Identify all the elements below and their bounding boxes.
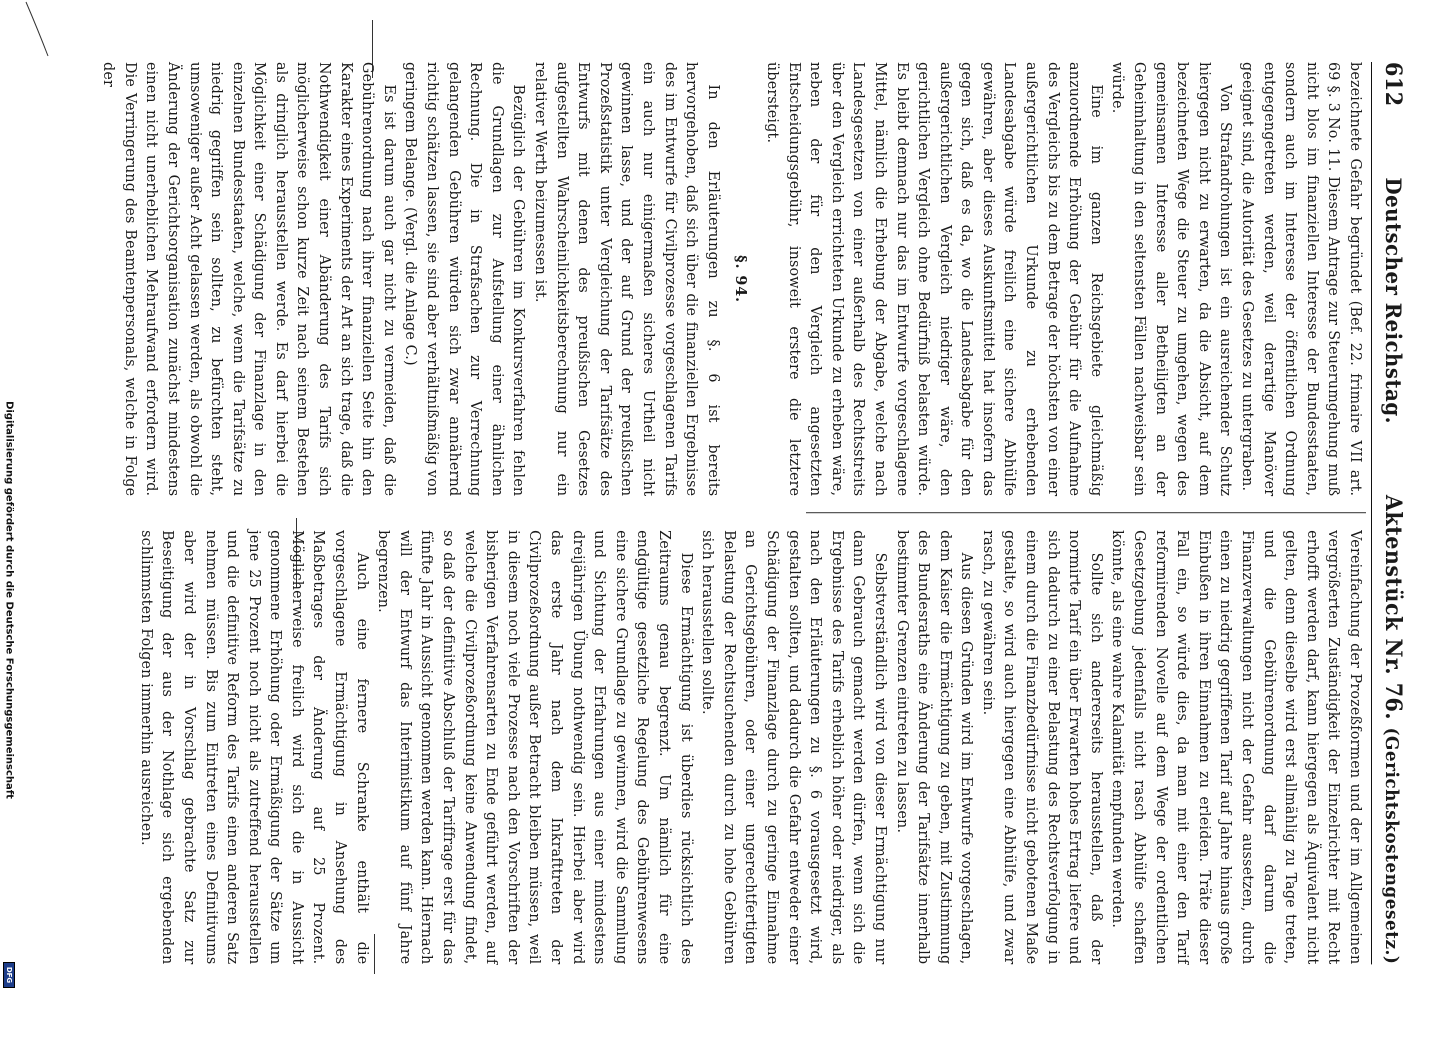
paragraph: Diese Ermächtigung ist überdies rücksichtlich des Zeitraums genau begrenzt. Um nämlich für eine endgültige gesetzliche Regelung des Gebührenwesens eine sichere Grundlage zu gewinnen, wird die Sammlung und Sichtung der Erfahrungen aus einer mindestens dreijährigen Übung nothwendig sein. Hierbei aber wird das erste Jahr nach dem Inkrafttreten der Civilprozeßordnung außer Betracht bleiben müssen, weil in diesem noch viele Prozesse nach den Vorschriften der bisherigen Verfahrensarten zu Ende geführt werden, auf welche die Civilprozeßordnung keine Anwendung findet, so daß der definitive Abschluß der Tariffrage erst für das fünfte Jahr in Aussicht genommen werden kann. Hiernach will der Entwurf das Interimistikum auf fünf Jahre begrenzen.	[375, 530, 696, 965]
document-number: Aktenstück Nr. 76.	[1380, 494, 1406, 721]
scanned-page	[100, 62, 1406, 1040]
paragraph: Eine im ganzen Reichsgebiete gleichmäßig anzuordnende Erhöhung der Gebühr für die Aufnahme des Vergleichs bis zu dem Betrage der höchsten von einer außergerichtlichen Urkunde zu erhebenden Landesabgabe würde freilich eine sichere Abhülfe gewähren, aber dieses Auskunftsmittel hat insofern das gegen sich, daß es da, wo die Landesabgabe für den außergerichtlichen Vergleich niedriger wäre, den gerichtlichen Vergleich ohne Bedürfniß belasten würde. Es bleibt demnach nur das im Entwurfe vorgeschlagene Mittel, nämlich die Erhebung der Abgabe, welche nach Landesgesetzen von einer außerhalb des Rechtsstreits über den Vergleich errichteten Urkunde zu erheben wäre, neben der für den Vergleich angesetzten Entscheidungsgebühr, insoweit erstere die letztere übersteigt.	[763, 62, 1106, 497]
paragraph: Bezüglich der Gebühren im Konkursverfahren fehlen die Grundlagen zur Aufstellung einer ähnlichen Rechnung. Die in Strafsachen zur Verrechnung gelangenden Gebühren würden sich zwar annähernd richtig schätzen lassen, sie sind aber verhältnißmäßig von geringem Belange. (Vergl. die Anlage C.)	[402, 62, 529, 497]
page-header	[1371, 62, 1406, 964]
digitization-credit: Digitalisierung gefördert durch die Deutsche Forschungsgemeinschaft	[3, 401, 15, 799]
paragraph: Selbstverständlich wird von dieser Ermächtigung nur dann Gebrauch gemacht werden dürfen, wenn sich die Ergebnisse des Tarifs erheblich höher oder niedriger, als nach den Erläuterungen zu §. 6 vorausgesetzt wird, gestalten sollten, und dadurch die Gefahr entweder einer Schädigung der Finanzlage durch zu geringe Einnahme an Gerichtsgebühren, oder einer ungerechtfertigten Belastung der Rechtsuchenden durch zu hohe Gebühren sich herausstellen sollte.	[699, 530, 890, 965]
document-subject: (Gerichtskostengesetz.)	[1381, 727, 1402, 965]
paragraph: Es ist darum auch gar nicht zu vermeiden, daß die Gebührenordnung nach ihrer finanziellen Seite hin den Karakter eines Experiments der Art an sich trage, daß die Nothwendigkeit einer Abänderung des Tarifs sich möglicherweise schon kurze Zeit nach seinem Bestehen als dringlich herausstellen werde. Es darf hierbei die Möglichkeit einer Schädigung der Finanzlage in den einzelnen Bundesstaaten, welche, wenn die Tarifsätze zu niedrig gegriffen sein sollten, zu befürchten steht, umsoweniger außer Acht gelassen werden, als obwohl die Änderung der Gerichtsorganisation zunächst mindestens einen nicht unerheblichen Mehraufwand erfordern wird. Die Verringerung des Beamtenpersonals, welche in Folge der	[100, 62, 399, 497]
document-reference	[1380, 495, 1406, 965]
paragraph: bezeichnete Gefahr begründet (Bef. 22. frimaire VII art. 69 §. 3 No. 11. Diesem Antrage zur Steuerumgehung muß nicht blos im finanziellen Interesse der Bundesstaaten, sondern auch im Interesse der öffentlichen Ordnung entgegengetreten werden, weil derartige Manöver geeignet sind, die Autorität des Gesetzes zu untergraben.	[1239, 62, 1365, 497]
paragraph: Auch eine fernere Schranke enthält die vorgeschlagene Ermächtigung in Ansehung des Maßbetrages der Änderung auf 25 Prozent. Möglicherweise freilich wird sich die in Aussicht genommene Erhöhung oder Ermäßigung der Sätze um jene 25 Prozent noch nicht als zutreffend herausstellen und die definitive Reform des Tarifs einen anderen Satz nehmen müssen. Bis zum Eintreten eines Definitivums aber wird der in Vorschlag gebrachte Satz zur Beseitigung der aus der Nothlage sich ergebenden schlimmsten Folgen immerhin ausreichen.	[137, 530, 372, 965]
page-content	[100, 62, 1406, 965]
dfg-logo	[3, 962, 15, 988]
paragraph: Aus diesen Gründen wird im Entwurfe vorgeschlagen, dem Kaiser die Ermächtigung zu geben, mit Zustimmung des Bundesraths eine Änderung der Tarifsätze innerhalb bestimmter Grenzen eintreten zu lassen.	[893, 530, 977, 965]
paragraph: Von Strafandrohungen ist ein ausreichender Schutz hiergegen nicht zu erwarten, da die Absicht, auf dem bezeichneten Wege die Steuer zu umgehen, wegen des gemeinsamen Interesse aller Betheiligten an der Geheimhaltung in den seltensten Fällen nachweisbar sein würde.	[1109, 62, 1236, 497]
section-heading: §. 94.	[732, 255, 751, 304]
column-divider	[806, 512, 1366, 513]
page-number: 612	[1380, 62, 1406, 107]
left-column	[100, 62, 1366, 497]
publication-title: Deutscher Reichstag.	[1381, 177, 1406, 424]
dfg-logo-text: DFG	[5, 966, 13, 984]
scan-artifact-curve	[18, 0, 54, 60]
paragraph: Vereinfachung der Prozeßformen und der im Allgemeinen vergrößerten Zuständigkeit der Einzelrichter mit Recht erhofft werden darf, kann hiergegen als Äquivalent nicht gelten, denn dieselbe wird erst allmählig zu Tage treten, und die Gebührenordnung darf darum die Finanzverwaltungen nicht der Gefahr aussetzen, durch einen zu niedrig gegriffenen Tarif auf Jahre hinaus große Einbußen in ihren Einnahmen zu erleiden. Träte dieser Fall ein, so würde dies, da man mit einer den Tarif reformirenden Novelle auf dem Wege der ordentlichen Gesetzgebung jedenfalls nicht rasch Abhülfe schaffen könnte, als eine wahre Kalamität empfunden werden.	[1109, 530, 1365, 965]
paragraph: In den Erläuterungen zu §. 6 ist bereits hervorgehoben, daß sich über die finanziellen Ergebnisse des im Entwurfe für Civilprozesse vorgeschlagenen Tarifs ein auch nur einigermaßen sicheres Urtheil nicht gewinnen lasse, und der auf Grund der preußischen Prozeßstatistik unter Vergleichung der Tarifsätze des Entwurfs mit denen des preußischen Gesetzes aufgestellten Wahrscheinlichkeitsberechnung nur ein relativer Werth beizumessen ist.	[532, 62, 723, 497]
paragraph: Sollte sich andererseits herausstellen, daß der normirte Tarif ein über Erwarten hohes Ertrag liefere und sich dadurch zu einer Belastung des Rechtsverfolgung in einem durch die Finanzbedürfnisse nicht gebotenen Maße gestalte, so wird auch hiergegen eine Abhülfe, und zwar rasch, zu gewähren sein.	[979, 530, 1106, 965]
right-column	[137, 530, 1366, 965]
footer-strip	[0, 0, 18, 1000]
